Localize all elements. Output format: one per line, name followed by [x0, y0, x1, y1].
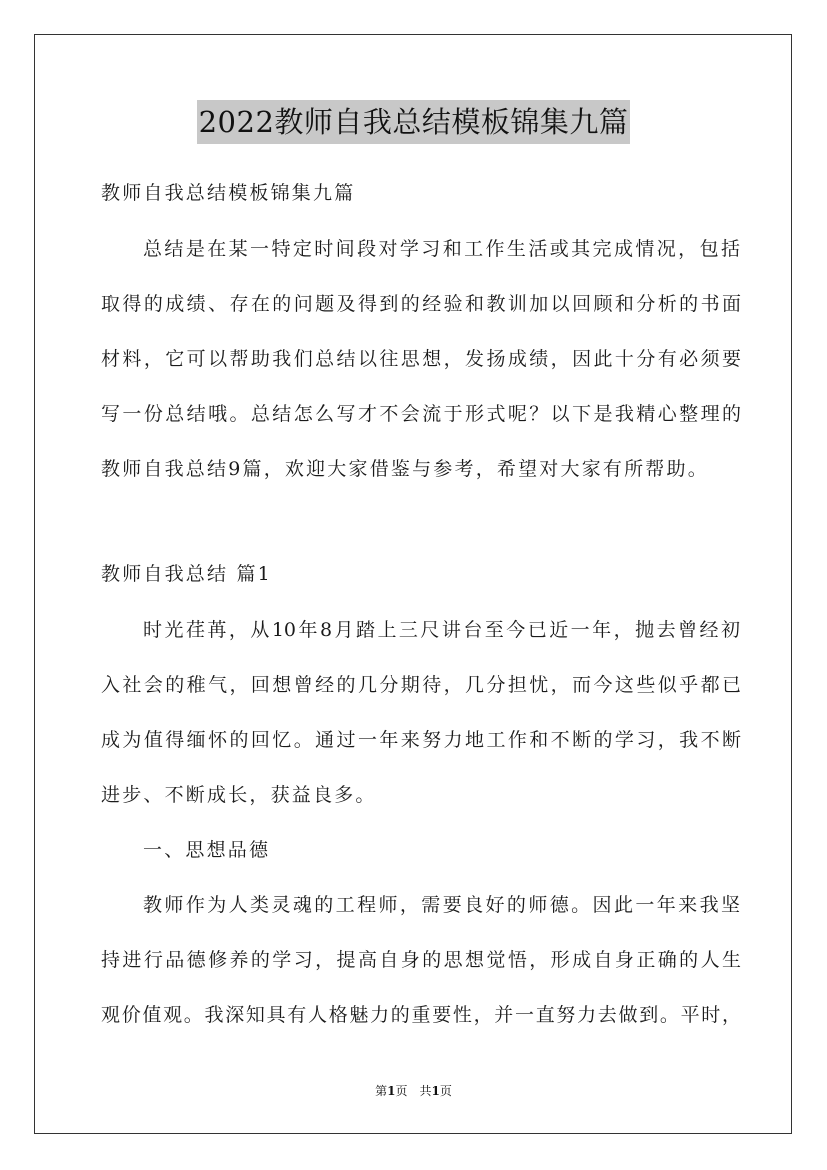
- paragraph-line: 持进行品德修养的学习，提高自身的思想觉悟，形成自身正确的人生: [101, 949, 741, 971]
- paragraph-line: 成为值得缅怀的回忆。通过一年来努力地工作和不断的学习，我不断: [101, 729, 741, 751]
- subtitle-line: 教师自我总结模板锦集九篇: [101, 182, 356, 204]
- paragraph-line: 观价值观。我深知具有人格魅力的重要性，并一直努力去做到。平时，: [101, 1004, 741, 1026]
- paragraph-line: 教师自我总结9篇，欢迎大家借鉴与参考，希望对大家有所帮助。: [101, 458, 709, 480]
- footer-page-suffix: 页: [439, 1084, 452, 1098]
- paragraph-line: 写一份总结哦。总结怎么写才不会流于形式呢？以下是我精心整理的: [101, 403, 741, 425]
- paragraph-line: 入社会的稚气，回想曾经的几分期待，几分担忧，而今这些似乎都已: [101, 674, 741, 696]
- section-heading: 教师自我总结 篇1: [101, 563, 272, 585]
- page-footer: [0, 1081, 827, 1101]
- footer-page-total: 1: [431, 1084, 440, 1098]
- document-title: 2022教师自我总结模板锦集九篇: [197, 100, 631, 144]
- paragraph-line: 取得的成绩、存在的问题及得到的经验和教训加以回顾和分析的书面: [101, 293, 741, 315]
- paragraph-line: 进步、不断成长，获益良多。: [101, 784, 377, 806]
- paragraph-line: 时光荏苒，从10年8月踏上三尺讲台至今已近一年，抛去曾经初: [143, 619, 740, 641]
- paragraph-line: 教师作为人类灵魂的工程师，需要良好的师德。因此一年来我坚: [143, 894, 740, 916]
- footer-page-number: 1: [387, 1084, 396, 1098]
- paragraph-line: 总结是在某一特定时间段对学习和工作生活或其完成情况，包括: [143, 238, 740, 260]
- title-wrap: [0, 100, 827, 144]
- footer-page-mid: 页 共: [395, 1084, 432, 1098]
- paragraph-line: 材料，它可以帮助我们总结以往思想，发扬成绩，因此十分有必须要: [101, 348, 741, 370]
- subsection-heading: 一、思想品德: [143, 839, 271, 861]
- footer-page-prefix: 第: [375, 1084, 388, 1098]
